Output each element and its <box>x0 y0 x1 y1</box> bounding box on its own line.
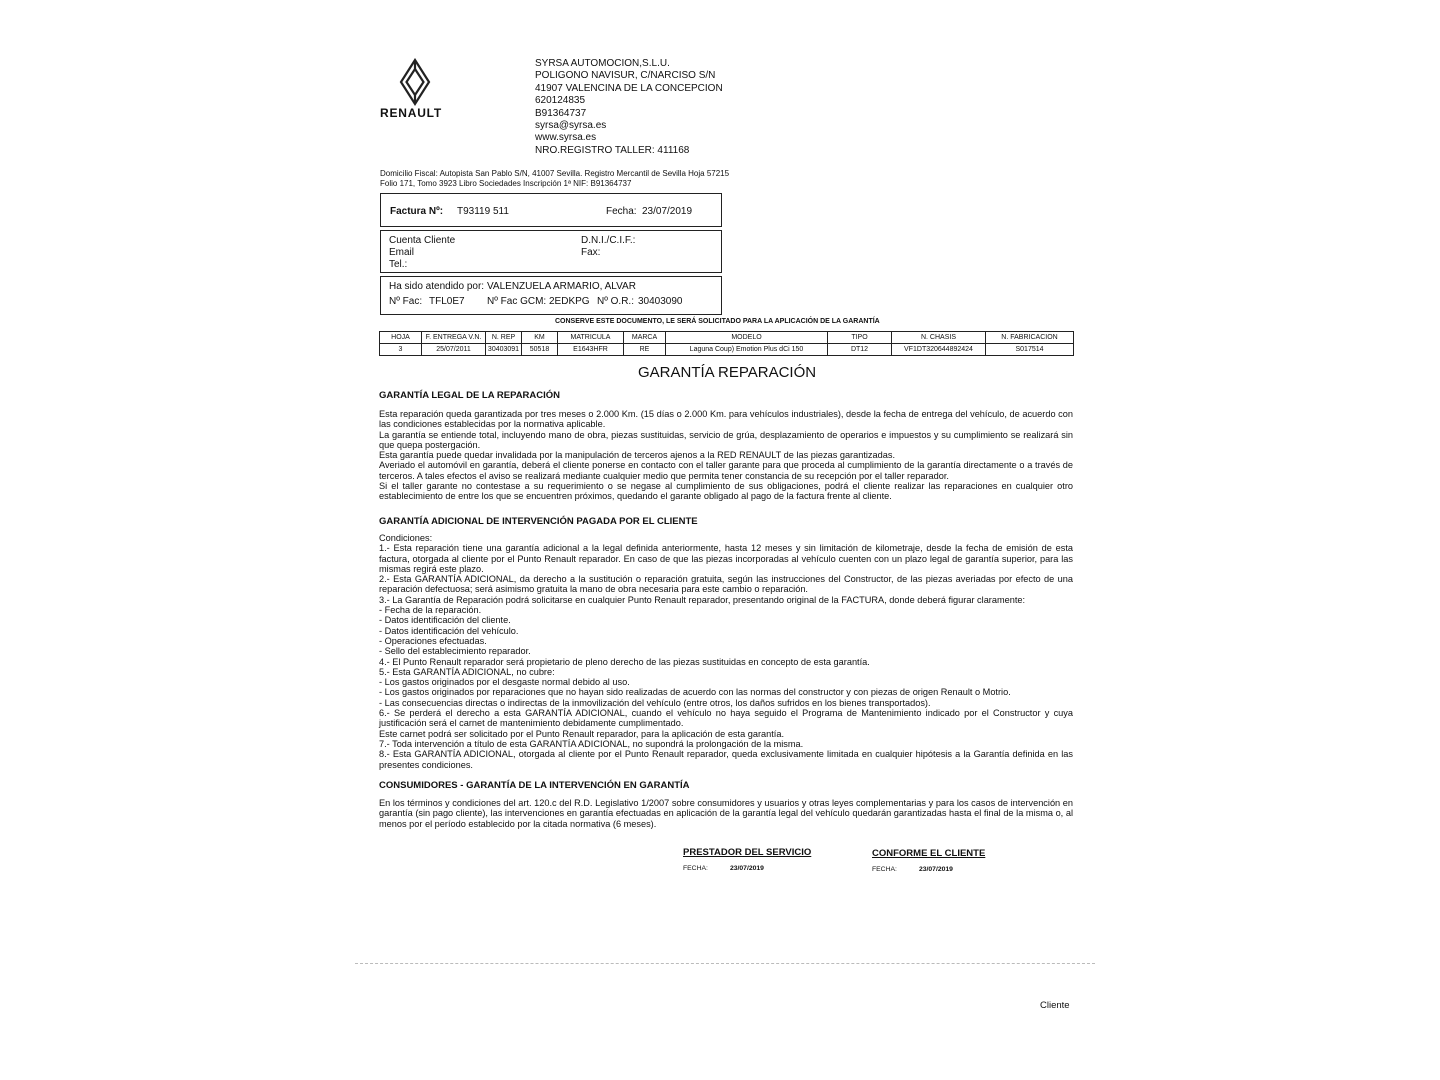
table-cell: Laguna Coup) Emotion Plus dCi 150 <box>666 344 828 356</box>
paragraph: 1.- Esta reparación tiene una garantía adicional a la legal definida anteriormente, hasta 12 meses y sin limitación de kilometraje, desde la fecha de emisión de esta factura, otorgada al cliente por el Punto Renault reparador. En caso de que las piezas incorporadas al vehículo cuenten con un plazo legal de garantía superior, para las mismas regirá este plazo. <box>379 543 1073 574</box>
conserve-note: CONSERVE ESTE DOCUMENTO, LE SERÁ SOLICITADO PARA LA APLICACIÓN DE LA GARANTÍA <box>555 318 880 325</box>
table-header: MODELO <box>666 332 828 344</box>
paragraph: 4.- El Punto Renault reparador será propietario de pleno derecho de las piezas sustituidas en concepto de esta garantía. <box>379 656 870 667</box>
or-number: 30403090 <box>638 296 683 307</box>
table-header: N. CHASIS <box>892 332 986 344</box>
fiscal-address: Domicilio Fiscal: Autopista San Pablo S/N, 41007 Sevilla. Registro Mercantil de Sevilla Hoja 57215 Folio 171, Tomo 3923 Libro Sociedades Inscripción 1ª NIF: B91364737 <box>380 169 730 188</box>
table-header: HOJA <box>380 332 422 344</box>
vehicle-table-header <box>380 332 1074 344</box>
nfac-gcm-label: Nº Fac GCM: <box>487 296 547 307</box>
brand-name: RENAULT <box>380 106 443 120</box>
table-cell: E1643HFR <box>558 344 624 356</box>
invoice-date: 23/07/2019 <box>642 206 693 217</box>
table-cell: 30403091 <box>486 344 522 356</box>
company-info <box>535 58 795 157</box>
paragraph: Esta garantía puede quedar invalidada por la manipulación de terceros ajenos a la RED RENAULT de las piezas garantizadas. <box>379 450 895 461</box>
attended-label: Ha sido atendido por: <box>389 281 485 292</box>
additional-text <box>379 533 1073 770</box>
paragraph: Si el taller garante no contestase a su requerimiento o se negase al cumplimiento de sus obligaciones, podrá el cliente realizar las reparaciones en cualquier otro establecimiento de entre los que se encuentren próximos, quedando el garante obligado al pago de la factura frente al cliente. <box>379 481 1073 502</box>
list-item: - Datos identificación del cliente. <box>379 615 511 626</box>
table-cell: VF1DT320644892424 <box>892 344 986 356</box>
list-item: - Operaciones efectuadas. <box>379 635 487 646</box>
list-item: - Datos identificación del vehículo. <box>379 625 519 636</box>
dni-label: D.N.I./C.I.F.: <box>581 235 636 246</box>
nfac-label: Nº Fac: <box>389 296 423 307</box>
paragraph: Este carnet podrá ser solicitado por el Punto Renault reparador, para la aplicación de esta garantía. <box>379 728 785 739</box>
invoice-number-label: Factura Nº: <box>390 206 444 217</box>
paragraph: La garantía se entiende total, incluyendo mano de obra, piezas sustituidas, servicio de grúa, desplazamiento de operarios e impuestos y su cumplimiento se realizará sin que quepa postergación. <box>379 429 1073 450</box>
paragraph: 5.- Esta GARANTÍA ADICIONAL, no cubre: <box>379 666 555 677</box>
paragraph: 7.- Toda intervención a título de esta GARANTÍA ADICIONAL, no supondrá la prolongación de la misma. <box>379 738 804 749</box>
company-line: www.syrsa.es <box>535 132 597 144</box>
client-date: FECHA: 23/07/2019 <box>872 866 953 873</box>
consumers-heading: CONSUMIDORES - GARANTÍA DE LA INTERVENCIÓN EN GARANTÍA <box>379 780 690 791</box>
table-header: TIPO <box>828 332 892 344</box>
table-cell: 3 <box>380 344 422 356</box>
company-line: SYRSA AUTOMOCION,S.L.U. <box>535 58 670 69</box>
table-header: KM <box>522 332 558 344</box>
list-item: - Las consecuencias directas o indirectas de la inmovilización del vehículo (entre otros, los daños sufridos en los bienes transportados). <box>379 697 931 708</box>
company-line: 41907 VALENCINA DE LA CONCEPCION <box>535 82 723 94</box>
invoice-number: T93119 511 <box>457 206 509 217</box>
paragraph: 3.- La Garantía de Reparación podrá solicitarse en cualquier Punto Renault reparador, presentando original de la FACTURA, donde deberá figurar claramente: <box>379 594 1026 605</box>
paragraph: 2.- Esta GARANTÍA ADICIONAL, da derecho a la sustitución o reparación gratuita, según las instrucciones del Constructor, de las piezas averiadas por efecto de una reparación defectuosa; será asimismo gratuita la mano de obra necesaria para este cambio o reparación. <box>379 574 1073 595</box>
list-item: - Los gastos originados por el desgaste normal debido al uso. <box>379 677 630 688</box>
nfac-value: TFL0E7 <box>429 296 465 307</box>
tel-label: Tel.: <box>389 259 408 270</box>
additional-heading: GARANTÍA ADICIONAL DE INTERVENCIÓN PAGADA POR EL CLIENTE <box>379 516 698 527</box>
email-label: Email <box>389 247 415 258</box>
table-cell: S017514 <box>986 344 1074 356</box>
provider-signature-title: PRESTADOR DEL SERVICIO <box>683 847 812 858</box>
invoice-date-label: Fecha: <box>606 206 637 217</box>
company-line: POLIGONO NAVISUR, C/NARCISO S/N <box>535 70 716 82</box>
fax-label: Fax: <box>581 247 601 258</box>
table-header: MARCA <box>624 332 666 344</box>
vehicle-table <box>379 331 1074 356</box>
consumers-text: En los términos y condiciones del art. 120.c del R.D. Legislativo 1/2007 sobre consumidores y usuarios y otras leyes complementarias y para los casos de intervención en garantía (sin pago cliente), las intervenciones en garantía efectuadas en aplicación de la garantía legal del vehículo quedarán garantizadas hasta el final de la misma o, al menos por el período establecido por la citada normativa (6 meses). <box>379 798 1073 829</box>
list-item: - Sello del establecimiento reparador. <box>379 646 531 657</box>
paragraph: Averiado el automóvil en garantía, deberá el cliente ponerse en contacto con el taller garante para que proceda al cumplimiento de la garantía directamente o a través de terceros. A tales efectos el aviso se realizará mediante cualquier medio que permita tener constancia de su recepción por el taller reparador. <box>379 460 1073 481</box>
nfac-gcm-value: 2EDKPG <box>549 296 590 307</box>
company-line: syrsa@syrsa.es <box>535 120 607 132</box>
legal-heading: GARANTÍA LEGAL DE LA REPARACIÓN <box>379 390 561 401</box>
company-line: NRO.REGISTRO TALLER: 411168 <box>535 144 690 156</box>
paragraph: Esta reparación queda garantizada por tres meses o 2.000 Km. (15 días o 2.000 Km. para vehículos industriales), desde la fecha de entrega del vehículo, de acuerdo con las condiciones establecidas por la normativa aplicable. <box>379 409 1073 430</box>
client-box <box>380 230 722 273</box>
paragraph: 8.- Esta GARANTÍA ADICIONAL, otorgada al cliente por el Punto Renault reparador, queda exclusivamente limitada en cualquier hipótesis a la Garantía definida en las presentes condiciones. <box>379 749 1073 770</box>
table-header: N. FABRICACION <box>986 332 1074 344</box>
scan-divider <box>355 963 1095 965</box>
list-item: - Fecha de la reparación. <box>379 605 482 616</box>
document-title: GARANTÍA REPARACIÓN <box>638 364 817 381</box>
table-cell: DT12 <box>828 344 892 356</box>
paragraph: Condiciones: <box>379 533 433 543</box>
company-line: B91364737 <box>535 107 587 119</box>
service-box <box>380 276 722 315</box>
table-row <box>380 344 1074 356</box>
table-header: MATRICULA <box>558 332 624 344</box>
list-item: - Los gastos originados por reparaciones que no hayan sido realizadas de acuerdo con las normas del constructor y con piezas de origen Renault o Motrio. <box>379 687 1011 698</box>
table-cell: 50518 <box>522 344 558 356</box>
paragraph: 6.- Se perderá el derecho a esta GARANTÍA ADICIONAL, cuando el vehículo no haya seguido el Programa de Mantenimiento indicado por el Constructor y cuya justificación será el carnet de mantenimiento debidamente cumplimentado. <box>379 708 1073 729</box>
cuenta-cliente-label: Cuenta Cliente <box>389 235 456 246</box>
client-signature-title: CONFORME EL CLIENTE <box>872 848 986 859</box>
or-label: Nº O.R.: <box>597 296 634 307</box>
legal-text <box>379 409 1073 502</box>
table-header: F. ENTREGA V.N. <box>422 332 486 344</box>
invoice-box <box>380 193 722 227</box>
copy-label: Cliente <box>1040 1000 1070 1011</box>
company-line: 620124835 <box>535 95 586 107</box>
provider-date: FECHA: 23/07/2019 <box>683 865 764 872</box>
attended-by: VALENZUELA ARMARIO, ALVAR <box>487 281 636 292</box>
table-cell: RE <box>624 344 666 356</box>
table-header: N. REP <box>486 332 522 344</box>
table-cell: 25/07/2011 <box>422 344 486 356</box>
